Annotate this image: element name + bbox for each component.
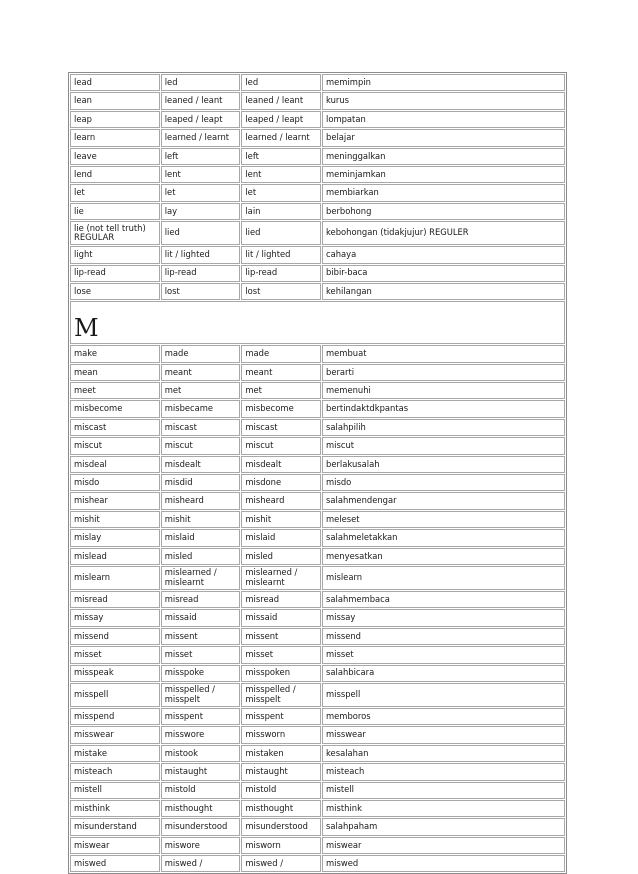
translation-cell: bibir-baca — [322, 265, 565, 282]
table-row — [70, 628, 565, 645]
base-form-cell: miswed — [70, 855, 160, 872]
translation-cell: kesalahan — [322, 745, 565, 762]
past-participle-cell: missaid — [241, 609, 321, 626]
table-row — [70, 492, 565, 509]
translation-cell: membuat — [322, 345, 565, 362]
table-row — [70, 763, 565, 780]
base-form-cell: missay — [70, 609, 160, 626]
translation-cell: misteach — [322, 763, 565, 780]
table-row — [70, 800, 565, 817]
past-participle-cell: met — [241, 382, 321, 399]
base-form-cell: missend — [70, 628, 160, 645]
table-row — [70, 111, 565, 128]
past-simple-cell: misthought — [161, 800, 241, 817]
table-row — [70, 782, 565, 799]
table-row — [70, 474, 565, 491]
past-participle-cell: misled — [241, 548, 321, 565]
past-participle-cell: lit / lighted — [241, 246, 321, 263]
table-row — [70, 566, 565, 590]
past-participle-cell: leaped / leapt — [241, 111, 321, 128]
past-participle-cell: mistaken — [241, 745, 321, 762]
base-form-cell: mislearn — [70, 566, 160, 590]
table-row — [70, 364, 565, 381]
table-row — [70, 456, 565, 473]
past-participle-cell: misspoken — [241, 665, 321, 682]
translation-cell: salahmendengar — [322, 492, 565, 509]
translation-cell: kehilangan — [322, 283, 565, 300]
past-simple-cell: let — [161, 184, 241, 201]
base-form-cell: misthink — [70, 800, 160, 817]
base-form-cell: miswear — [70, 837, 160, 854]
past-simple-cell: misled — [161, 548, 241, 565]
base-form-cell: mislay — [70, 529, 160, 546]
past-simple-cell: misbecame — [161, 400, 241, 417]
translation-cell: kebohongan (tidakjujur) REGULER — [322, 221, 565, 245]
past-participle-cell: lip-read — [241, 265, 321, 282]
table-row — [70, 609, 565, 626]
past-simple-cell: lit / lighted — [161, 246, 241, 263]
base-form-cell: misread — [70, 591, 160, 608]
past-simple-cell: misunderstood — [161, 818, 241, 835]
past-simple-cell: mislearned / mislearnt — [161, 566, 241, 590]
table-row — [70, 548, 565, 565]
past-participle-cell: miswed / — [241, 855, 321, 872]
base-form-cell: mistell — [70, 782, 160, 799]
past-participle-cell: missworn — [241, 726, 321, 743]
table-row — [70, 184, 565, 201]
past-participle-cell: misspent — [241, 708, 321, 725]
past-participle-cell: meant — [241, 364, 321, 381]
base-form-cell: mishit — [70, 511, 160, 528]
past-participle-cell: misbecome — [241, 400, 321, 417]
base-form-cell: make — [70, 345, 160, 362]
past-participle-cell: lied — [241, 221, 321, 245]
base-form-cell: light — [70, 246, 160, 263]
past-simple-cell: lay — [161, 203, 241, 220]
table-row — [70, 529, 565, 546]
past-simple-cell: left — [161, 148, 241, 165]
translation-cell: memimpin — [322, 74, 565, 91]
translation-cell: menyesatkan — [322, 548, 565, 565]
past-participle-cell: misspelled / misspelt — [241, 683, 321, 707]
translation-cell: bertindaktdkpantas — [322, 400, 565, 417]
translation-cell: misspell — [322, 683, 565, 707]
past-simple-cell: lost — [161, 283, 241, 300]
translation-cell: memenuhi — [322, 382, 565, 399]
translation-cell: miscut — [322, 437, 565, 454]
table-row — [70, 818, 565, 835]
past-participle-cell: lain — [241, 203, 321, 220]
translation-cell: mislearn — [322, 566, 565, 590]
base-form-cell: misbecome — [70, 400, 160, 417]
table-row — [70, 726, 565, 743]
past-participle-cell: mishit — [241, 511, 321, 528]
past-simple-cell: misdid — [161, 474, 241, 491]
translation-cell: membiarkan — [322, 184, 565, 201]
base-form-cell: learn — [70, 129, 160, 146]
table-row — [70, 129, 565, 146]
base-form-cell: misdo — [70, 474, 160, 491]
past-simple-cell: mislaid — [161, 529, 241, 546]
table-row — [70, 400, 565, 417]
translation-cell: salahpilih — [322, 419, 565, 436]
table-row — [70, 837, 565, 854]
translation-cell: kurus — [322, 92, 565, 109]
translation-cell: missay — [322, 609, 565, 626]
past-participle-cell: mistaught — [241, 763, 321, 780]
past-simple-cell: lip-read — [161, 265, 241, 282]
past-simple-cell: mistaught — [161, 763, 241, 780]
verb-table — [68, 72, 567, 874]
past-participle-cell: mistold — [241, 782, 321, 799]
base-form-cell: lend — [70, 166, 160, 183]
translation-cell: cahaya — [322, 246, 565, 263]
past-simple-cell: mistook — [161, 745, 241, 762]
translation-cell: berlakusalah — [322, 456, 565, 473]
past-simple-cell: miscast — [161, 419, 241, 436]
translation-cell: misdo — [322, 474, 565, 491]
translation-cell: miswear — [322, 837, 565, 854]
past-participle-cell: lent — [241, 166, 321, 183]
past-participle-cell: miscast — [241, 419, 321, 436]
past-simple-cell: meant — [161, 364, 241, 381]
past-participle-cell: misunderstood — [241, 818, 321, 835]
table-row — [70, 221, 565, 245]
table-row — [70, 382, 565, 399]
base-form-cell: misspend — [70, 708, 160, 725]
past-participle-cell: mislaid — [241, 529, 321, 546]
past-simple-cell: misheard — [161, 492, 241, 509]
table-row — [70, 683, 565, 707]
past-simple-cell: learned / learnt — [161, 129, 241, 146]
translation-cell: belajar — [322, 129, 565, 146]
base-form-cell: lie (not tell truth) REGULAR — [70, 221, 160, 245]
past-simple-cell: miscut — [161, 437, 241, 454]
past-participle-cell: made — [241, 345, 321, 362]
table-row — [70, 203, 565, 220]
translation-cell: miswed — [322, 855, 565, 872]
past-participle-cell: misdealt — [241, 456, 321, 473]
past-simple-cell: led — [161, 74, 241, 91]
base-form-cell: lean — [70, 92, 160, 109]
base-form-cell: misset — [70, 646, 160, 663]
base-form-cell: leave — [70, 148, 160, 165]
base-form-cell: miscast — [70, 419, 160, 436]
base-form-cell: miscut — [70, 437, 160, 454]
translation-cell: misthink — [322, 800, 565, 817]
base-form-cell: lie — [70, 203, 160, 220]
table-row — [70, 74, 565, 91]
verb-table-body — [70, 74, 565, 872]
past-simple-cell: miswore — [161, 837, 241, 854]
translation-cell: meminjamkan — [322, 166, 565, 183]
past-participle-cell: misset — [241, 646, 321, 663]
past-participle-cell: misheard — [241, 492, 321, 509]
table-row — [70, 419, 565, 436]
past-simple-cell: leaped / leapt — [161, 111, 241, 128]
past-participle-cell: missent — [241, 628, 321, 645]
past-simple-cell: made — [161, 345, 241, 362]
base-form-cell: lead — [70, 74, 160, 91]
translation-cell: salahbicara — [322, 665, 565, 682]
past-simple-cell: mishit — [161, 511, 241, 528]
past-simple-cell: miswed / — [161, 855, 241, 872]
translation-cell: salahmembaca — [322, 591, 565, 608]
translation-cell: salahmeletakkan — [322, 529, 565, 546]
base-form-cell: misdeal — [70, 456, 160, 473]
past-simple-cell: mistold — [161, 782, 241, 799]
translation-cell: berarti — [322, 364, 565, 381]
base-form-cell: mishear — [70, 492, 160, 509]
translation-cell: meleset — [322, 511, 565, 528]
translation-cell: misswear — [322, 726, 565, 743]
base-form-cell: lose — [70, 283, 160, 300]
section-letter: M — [70, 301, 565, 344]
past-simple-cell: misdealt — [161, 456, 241, 473]
translation-cell: lompatan — [322, 111, 565, 128]
past-simple-cell: misswore — [161, 726, 241, 743]
table-row — [70, 246, 565, 263]
translation-cell: memboros — [322, 708, 565, 725]
past-participle-cell: mislearned / mislearnt — [241, 566, 321, 590]
base-form-cell: misswear — [70, 726, 160, 743]
base-form-cell: misteach — [70, 763, 160, 780]
past-participle-cell: learned / learnt — [241, 129, 321, 146]
base-form-cell: misspell — [70, 683, 160, 707]
base-form-cell: mean — [70, 364, 160, 381]
translation-cell: berbohong — [322, 203, 565, 220]
past-simple-cell: lied — [161, 221, 241, 245]
base-form-cell: leap — [70, 111, 160, 128]
table-row — [70, 92, 565, 109]
translation-cell: meninggalkan — [322, 148, 565, 165]
base-form-cell: lip-read — [70, 265, 160, 282]
past-simple-cell: misread — [161, 591, 241, 608]
past-participle-cell: lost — [241, 283, 321, 300]
past-simple-cell: lent — [161, 166, 241, 183]
past-simple-cell: misspelled / misspelt — [161, 683, 241, 707]
past-participle-cell: let — [241, 184, 321, 201]
table-row — [70, 265, 565, 282]
table-row — [70, 646, 565, 663]
past-participle-cell: misread — [241, 591, 321, 608]
table-row — [70, 283, 565, 300]
table-row — [70, 665, 565, 682]
section-letter-row — [70, 301, 565, 344]
past-participle-cell: miscut — [241, 437, 321, 454]
table-row — [70, 708, 565, 725]
translation-cell: mistell — [322, 782, 565, 799]
base-form-cell: let — [70, 184, 160, 201]
table-row — [70, 437, 565, 454]
translation-cell: misset — [322, 646, 565, 663]
translation-cell: missend — [322, 628, 565, 645]
past-simple-cell: met — [161, 382, 241, 399]
table-row — [70, 148, 565, 165]
base-form-cell: meet — [70, 382, 160, 399]
base-form-cell: mistake — [70, 745, 160, 762]
base-form-cell: misunderstand — [70, 818, 160, 835]
past-simple-cell: leaned / leant — [161, 92, 241, 109]
translation-cell: salahpaham — [322, 818, 565, 835]
past-simple-cell: misspoke — [161, 665, 241, 682]
past-participle-cell: misworn — [241, 837, 321, 854]
past-simple-cell: missaid — [161, 609, 241, 626]
past-simple-cell: misspent — [161, 708, 241, 725]
table-row — [70, 745, 565, 762]
past-simple-cell: misset — [161, 646, 241, 663]
table-row — [70, 345, 565, 362]
past-participle-cell: misthought — [241, 800, 321, 817]
past-participle-cell: led — [241, 74, 321, 91]
past-participle-cell: leaned / leant — [241, 92, 321, 109]
table-row — [70, 511, 565, 528]
table-row — [70, 591, 565, 608]
base-form-cell: mislead — [70, 548, 160, 565]
past-participle-cell: misdone — [241, 474, 321, 491]
past-simple-cell: missent — [161, 628, 241, 645]
table-row — [70, 855, 565, 872]
past-participle-cell: left — [241, 148, 321, 165]
base-form-cell: misspeak — [70, 665, 160, 682]
table-row — [70, 166, 565, 183]
